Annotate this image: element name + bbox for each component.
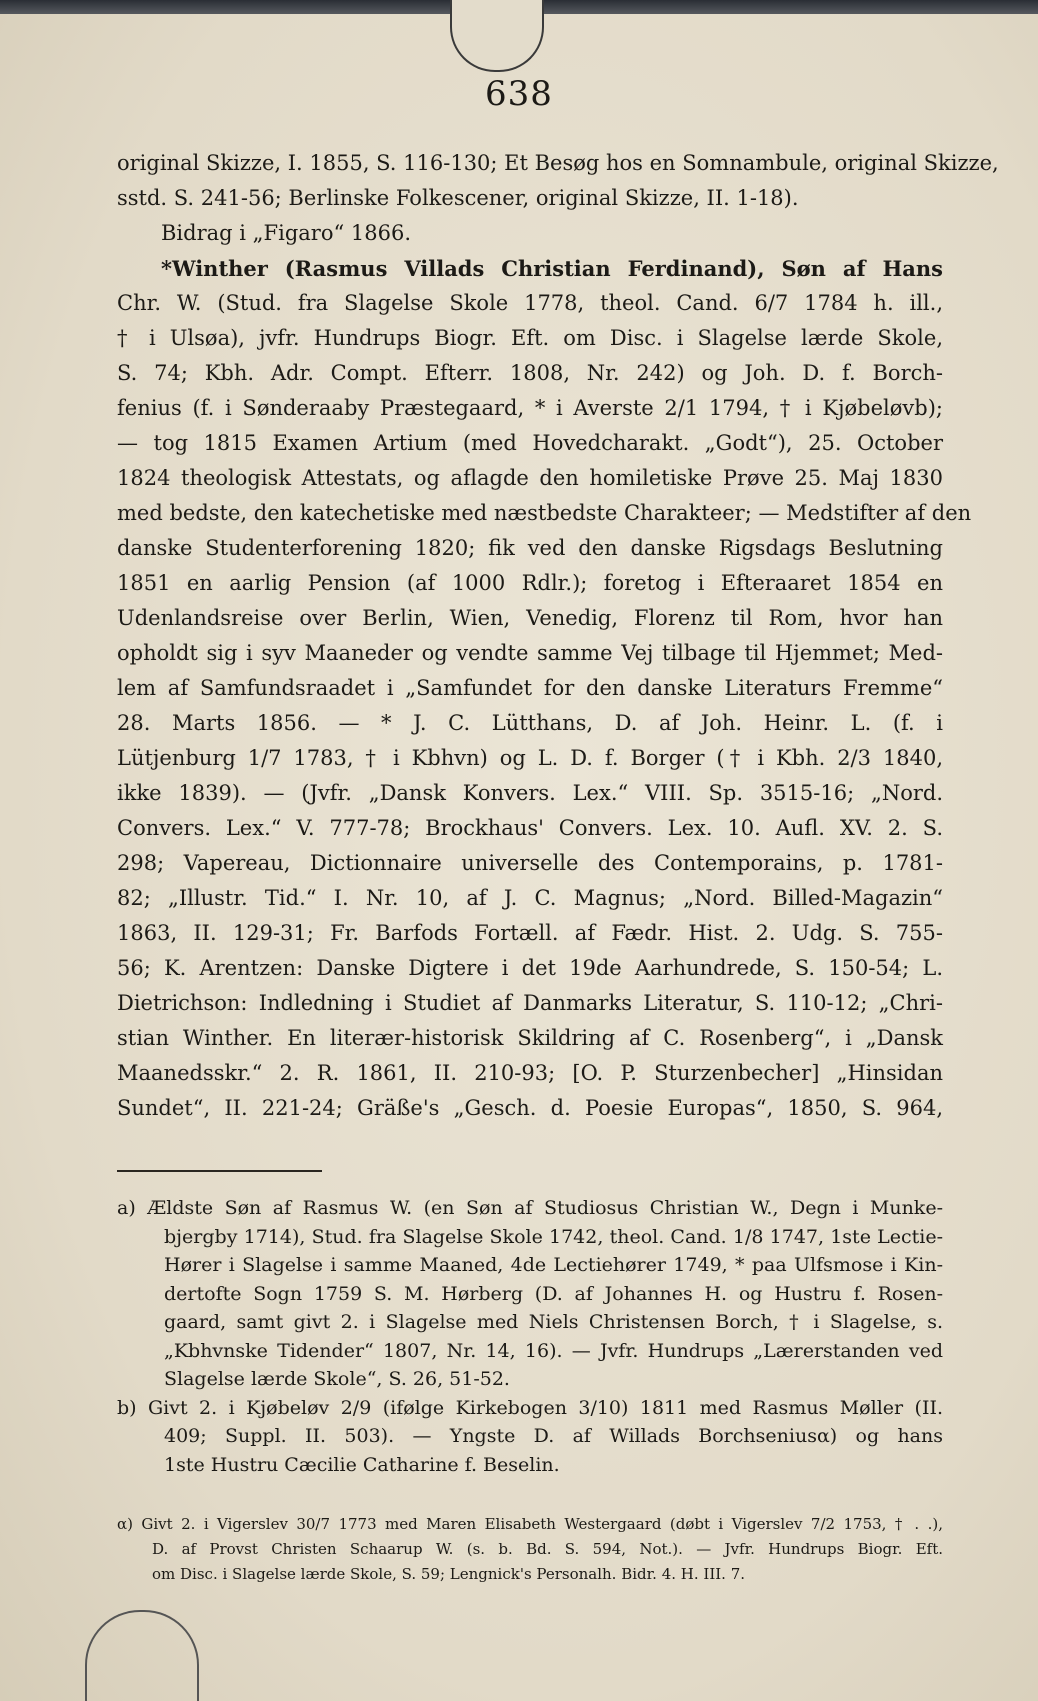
text-line: stian Winther. En literær-historisk Skildring af C. Rosenberg“, i „Dansk	[117, 1026, 943, 1050]
text-line: 298; Vapereau, Dictionnaire universelle des Contemporains, p. 1781-	[117, 851, 943, 875]
text-line: † i Ulsøa), jvfr. Hundrups Biogr. Eft. om Disc. i Slagelse lærde Skole,	[117, 326, 943, 350]
binding-tab-bottom	[85, 1610, 199, 1701]
footnote-line: bjergby 1714), Stud. fra Slagelse Skole 1742, theol. Cand. 1/8 1747, 1ste Lectie-	[164, 1225, 943, 1248]
text-line: 1824 theologisk Attestats, og aflagde den homiletiske Prøve 25. Maj 1830	[117, 466, 943, 490]
text-line: Chr. W. (Stud. fra Slagelse Skole 1778, theol. Cand. 6/7 1784 h. ill.,	[117, 291, 943, 315]
text-line: lem af Samfundsraadet i „Samfundet for den danske Literaturs Fremme“	[117, 676, 943, 700]
text-line: sstd. S. 241-56; Berlinske Folkescener, original Skizze, II. 1-18).	[117, 186, 799, 210]
footnote-line: b) Givt 2. i Kjøbeløv 2/9 (ifølge Kirkebogen 3/10) 1811 med Rasmus Møller (II.	[117, 1396, 943, 1419]
text-line: Maanedsskr.“ 2. R. 1861, II. 210-93; [O. P. Sturzenbecher] „Hinsidan	[117, 1061, 943, 1085]
entry-heading: *Winther (Rasmus Villads Christian Ferdinand), Søn af Hans	[161, 256, 943, 281]
footnote-line: 409; Suppl. II. 503). — Yngste D. af Willads Borchseniusα) og hans	[164, 1425, 943, 1447]
text-line: opholdt sig i syv Maaneder og vendte samme Vej tilbage til Hjemmet; Med-	[117, 641, 943, 665]
text-line: 1851 en aarlig Pension (af 1000 Rdlr.); foretog i Efteraaret 1854 en	[117, 571, 943, 595]
footnote-line: gaard, samt givt 2. i Slagelse med Niels Christensen Borch, † i Slagelse, s.	[164, 1311, 943, 1333]
footnotes	[117, 1194, 943, 1479]
text-line: Udenlandsreise over Berlin, Wien, Venedig, Florenz til Rom, hvor han	[117, 606, 943, 630]
footnote-divider	[117, 1170, 322, 1172]
text-line: med bedste, den katechetiske med næstbedste Charakteer; — Medstifter af den	[117, 501, 972, 525]
text-line: 1863, II. 129-31; Fr. Barfods Fortæll. af Fædr. Hist. 2. Udg. S. 755-	[117, 921, 943, 945]
text-line: Convers. Lex.“ V. 777-78; Brockhaus' Convers. Lex. 10. Aufl. XV. 2. S.	[117, 816, 943, 840]
footnote-line: 1ste Hustru Cæcilie Catharine f. Beselin.	[164, 1453, 560, 1476]
footnote-line: Hører i Slagelse i samme Maaned, 4de Lectiehører 1749, * paa Ulfsmose i Kin-	[164, 1254, 943, 1276]
footnote-line: Slagelse lærde Skole“, S. 26, 51-52.	[164, 1368, 510, 1390]
text-line: Dietrichson: Indledning i Studiet af Danmarks Literatur, S. 110-12; „Chri-	[117, 991, 943, 1015]
footnote-line: dertofte Sogn 1759 S. M. Hørberg (D. af Johannes H. og Hustru f. Rosen-	[164, 1282, 943, 1305]
binding-tab-top	[450, 0, 544, 72]
text-line: original Skizze, I. 1855, S. 116-130; Et Besøg hos en Somnambule, original Skizze,	[117, 151, 999, 175]
text-line: 56; K. Arentzen: Danske Digtere i det 19de Aarhundrede, S. 150-54; L.	[117, 956, 943, 980]
subfootnote-line: D. af Provst Christen Schaarup W. (s. b. Bd. S. 594, Not.). — Jvfr. Hundrups Biogr. Eft.	[152, 1540, 943, 1558]
subfootnote-line: om Disc. i Slagelse lærde Skole, S. 59; Lengnick's Personalh. Bidr. 4. H. III. 7.	[152, 1565, 746, 1583]
text-line: ikke 1839). — (Jvfr. „Dansk Konvers. Lex.“ VIII. Sp. 3515-16; „Nord.	[117, 781, 943, 805]
text-line: Sundet“, II. 221-24; Gräße's „Gesch. d. Poesie Europas“, 1850, S. 964,	[117, 1096, 943, 1120]
footnote-line: a) Ældste Søn af Rasmus W. (en Søn af Studiosus Christian W., Degn i Munke-	[117, 1197, 943, 1219]
page-number: 638	[485, 74, 553, 114]
subfootnote-line: α) Givt 2. i Vigerslev 30/7 1773 med Maren Elisabeth Westergaard (døbt i Vigerslev 7/2 1753, † . .),	[117, 1515, 943, 1533]
text-line: S. 74; Kbh. Adr. Compt. Efterr. 1808, Nr. 242) og Joh. D. f. Borch-	[117, 361, 943, 385]
main-text	[117, 146, 999, 1126]
text-line: 28. Marts 1856. — * J. C. Lütthans, D. af Joh. Heinr. L. (f. i	[117, 711, 943, 735]
text-line: Lütjenburg 1/7 1783, † i Kbhvn) og L. D. f. Borger († i Kbh. 2/3 1840,	[117, 746, 943, 770]
text-line: danske Studenterforening 1820; fik ved den danske Rigsdags Beslutning	[117, 536, 943, 560]
subfootnotes	[117, 1512, 943, 1587]
text-line: 82; „Illustr. Tid.“ I. Nr. 10, af J. C. Magnus; „Nord. Billed-Magazin“	[117, 886, 943, 910]
footnote-line: „Kbhvnske Tidender“ 1807, Nr. 14, 16). — Jvfr. Hundrups „Lærerstanden ved	[164, 1339, 943, 1362]
text-line: fenius (f. i Sønderaaby Præstegaard, * i Averste 2/1 1794, † i Kjøbeløvb);	[117, 396, 943, 420]
text-line: — tog 1815 Examen Artium (med Hovedcharakt. „Godt“), 25. October	[117, 431, 943, 455]
text-line: Bidrag i „Figaro“ 1866.	[161, 221, 412, 245]
